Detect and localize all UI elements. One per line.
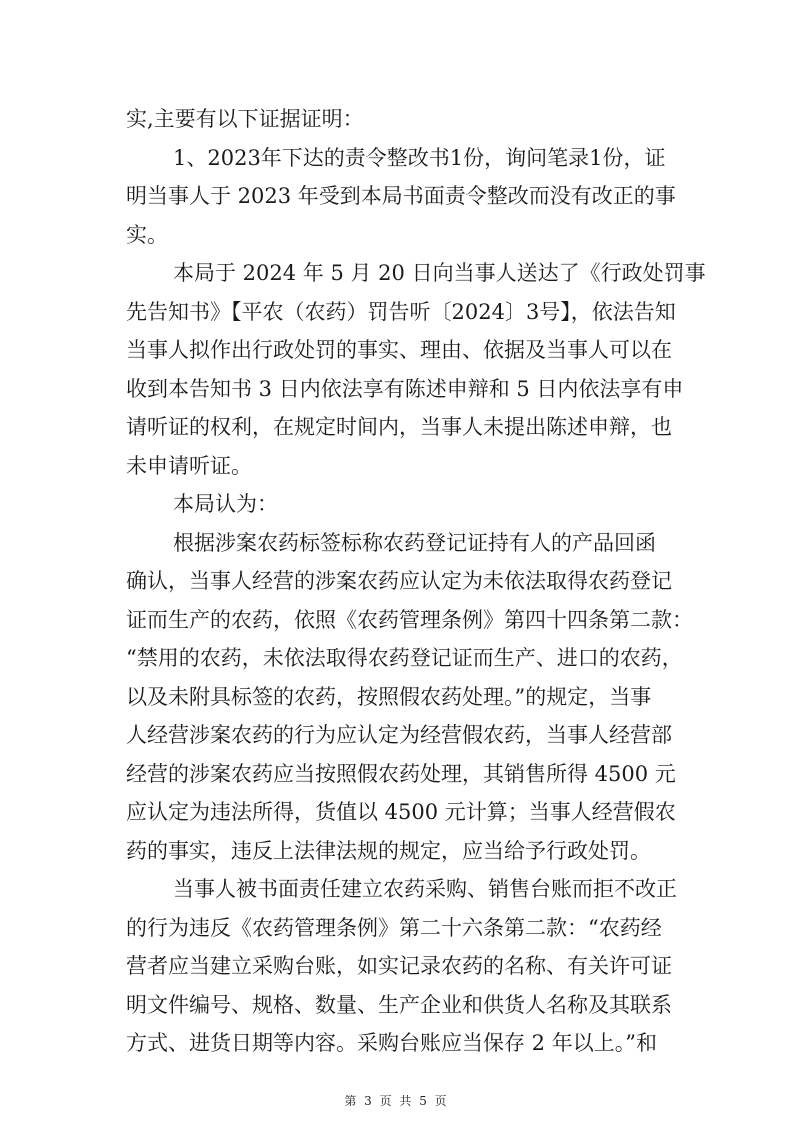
section-heading: 本局认为： xyxy=(173,492,278,516)
text-line: 应认定为违法所得，货值以 4500 元计算；当事人经营假农 xyxy=(126,800,676,824)
text-line: 明当事人于 2023 年受到本局书面责令整改而没有改正的事 xyxy=(126,184,676,208)
text-line: 本局于 2024 年 5 月 20 日向当事人送达了《行政处罚事 xyxy=(173,261,706,285)
text-line: 营者应当建立采购台账，如实记录农药的名称、有关许可证 xyxy=(126,954,672,978)
text-line: 实。 xyxy=(126,222,168,247)
text-line: 当事人拟作出行政处罚的事实、理由、依据及当事人可以在 xyxy=(126,338,672,362)
text-line: 先告知书》【平农（农药）罚告听〔2024〕3号】，依法告知 xyxy=(126,299,676,324)
text-line: 实,主要有以下证据证明： xyxy=(126,107,364,131)
text-line: 的行为违反《农药管理条例》第二十六条第二款：“农药经 xyxy=(126,915,662,940)
text-line: “禁用的农药，未依法取得农药登记证而生产、进口的农药， xyxy=(126,646,683,670)
text-line: 根据涉案农药标签标称农药登记证持有人的产品回函 xyxy=(173,530,656,555)
text-line: 收到本告知书 3 日内依法享有陈述申辩和 5 日内依法享有申 xyxy=(126,376,684,401)
text-line: 1、2023年下达的责令整改书1份，询问笔录1份，证 xyxy=(173,145,666,170)
text-line: 确认，当事人经营的涉案农药应认定为未依法取得农药登记 xyxy=(126,569,672,593)
text-line: 人经营涉案农药的行为应认定为经营假农药，当事人经营部 xyxy=(126,723,672,747)
page-number: 第 3 页 共 5 页 xyxy=(344,1094,449,1108)
text-line: 证而生产的农药，依照《农药管理条例》第四十四条第二款： xyxy=(126,607,693,632)
text-line: 当事人被书面责任建立农药采购、销售台账而拒不改正 xyxy=(173,877,677,901)
text-line: 药的事实，违反上法律法规的规定，应当给予行政处罚。 xyxy=(126,838,651,863)
text-line: 明文件编号、规格、数量、生产企业和供货人名称及其联系 xyxy=(126,992,672,1017)
text-line: 经营的涉案农药应当按照假农药处理，其销售所得 4500 元 xyxy=(126,761,676,786)
text-line: 未申请听证。 xyxy=(126,453,252,478)
text-line: 方式、进货日期等内容。采购台账应当保存 2 年以上。”和 xyxy=(126,1031,657,1055)
text-line: 以及未附具标签的农药，按照假农药处理。”的规定，当事 xyxy=(126,684,652,709)
text-line: 请听证的权利，在规定时间内，当事人未提出陈述申辩，也 xyxy=(126,415,672,439)
